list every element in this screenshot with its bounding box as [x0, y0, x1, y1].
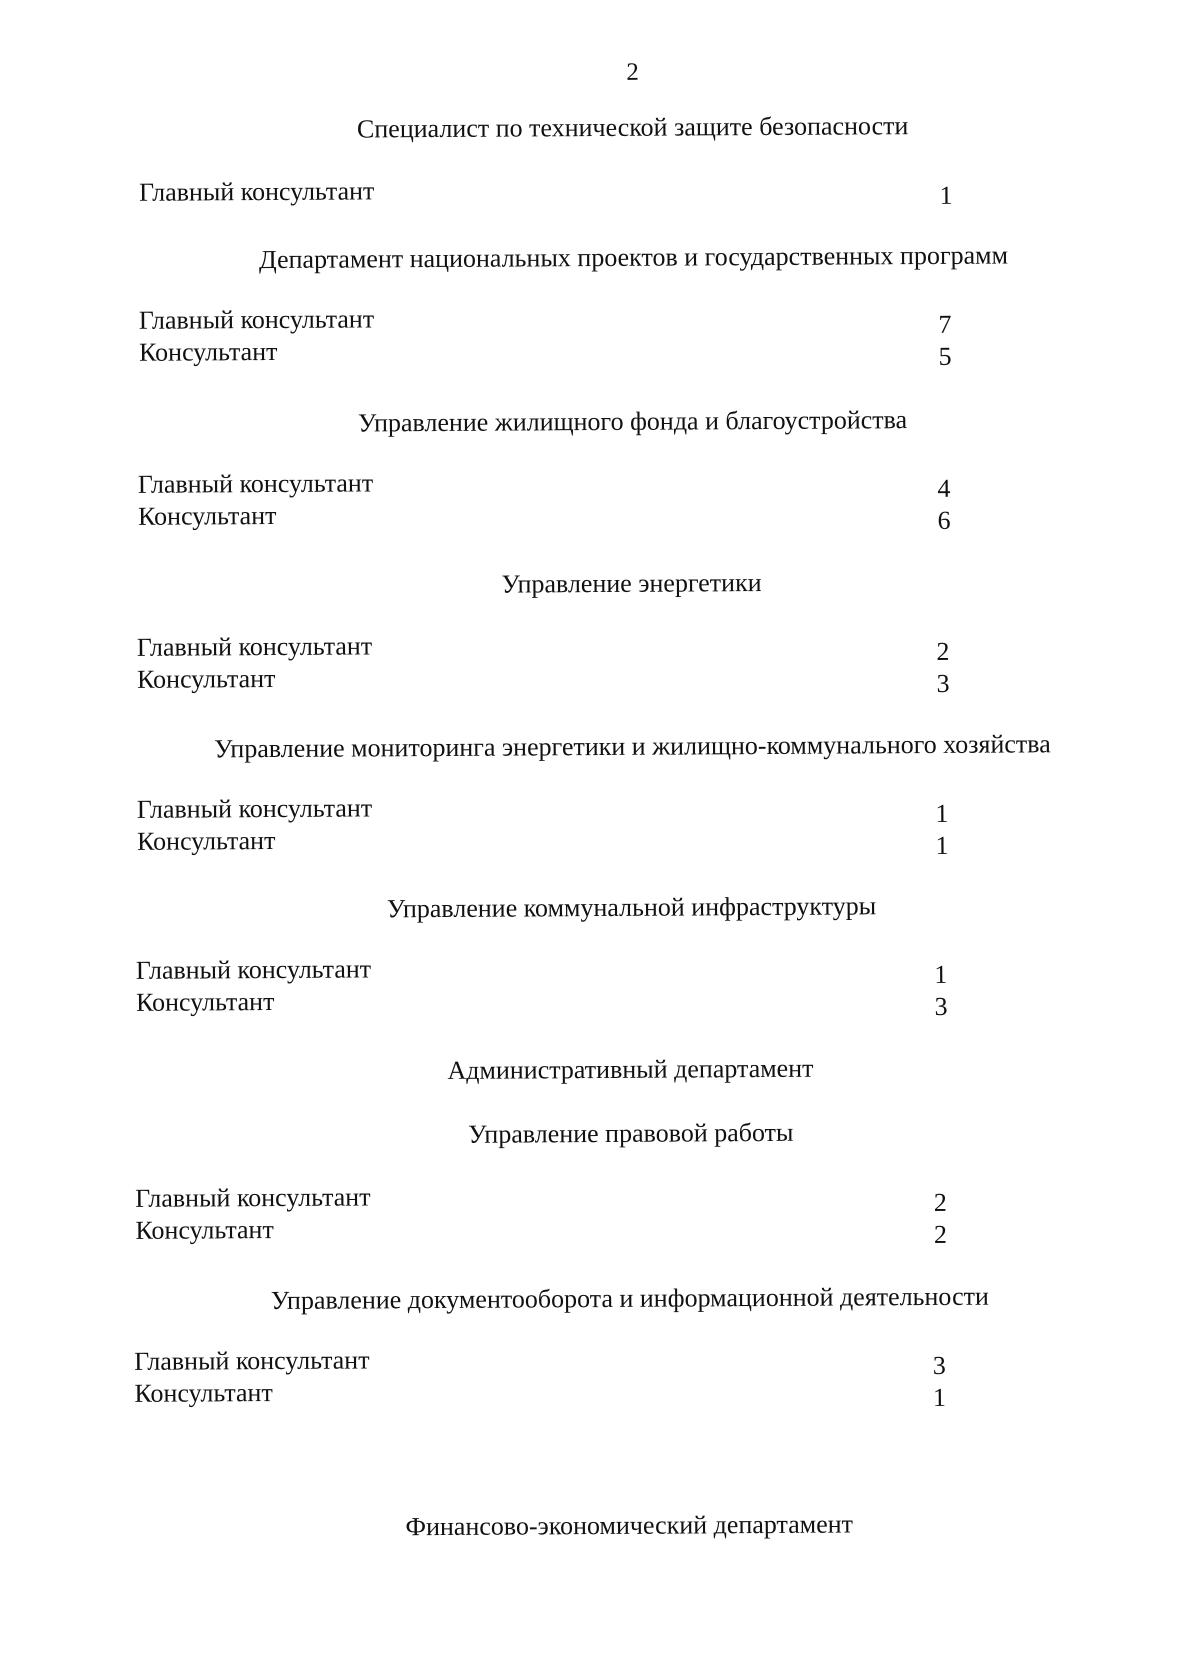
position-count: 1	[939, 180, 953, 210]
position-count: 5	[938, 341, 952, 371]
section-heading: Управление правовой работы	[468, 1117, 794, 1149]
section-heading: Управление документооборота и информационной деятельности	[270, 1281, 989, 1316]
position-label: Консультант	[134, 1378, 273, 1408]
section-heading: Управление коммунальной инфраструктуры	[386, 891, 877, 924]
position-label: Главный консультант	[137, 468, 374, 499]
position-count: 1	[934, 959, 948, 989]
position-label: Консультант	[137, 500, 277, 531]
section-heading: Департамент национальных проектов и государственных программ	[258, 240, 1009, 275]
page-number: 2	[626, 58, 639, 86]
position-label: Главный консультант	[136, 793, 373, 824]
position-count: 1	[935, 798, 949, 828]
position-label: Консультант	[135, 986, 275, 1017]
section-heading: Управление жилищного фонда и благоустройства	[357, 405, 908, 438]
section-heading: Административный департамент	[447, 1053, 814, 1085]
position-label: Консультант	[135, 1215, 274, 1245]
section-heading: Финансово-экономический департамент	[405, 1509, 854, 1542]
section-heading: Управление мониторинга энергетики и жилищно-коммунального хозяйства	[214, 729, 1051, 764]
section-heading: Специалист по технической защите безопасности	[356, 111, 909, 144]
position-count: 3	[932, 1350, 946, 1380]
position-label: Главный консультант	[134, 1345, 370, 1376]
position-count: 4	[937, 473, 951, 503]
position-count: 1	[932, 1382, 947, 1412]
position-count: 3	[934, 991, 948, 1021]
position-count: 2	[933, 1187, 947, 1217]
position-label: Главный консультант	[135, 1182, 371, 1213]
position-label: Консультант	[138, 336, 278, 367]
position-label: Главный консультант	[136, 631, 373, 662]
position-count: 1	[935, 830, 949, 860]
position-label: Консультант	[136, 825, 276, 856]
position-label: Главный консультант	[135, 954, 372, 985]
position-label: Главный консультант	[138, 304, 375, 335]
position-label: Главный консультант	[139, 176, 375, 207]
position-count: 2	[933, 1219, 948, 1249]
position-count: 6	[937, 505, 951, 535]
position-count: 7	[938, 309, 952, 339]
position-count: 3	[936, 668, 950, 698]
position-count: 2	[936, 636, 950, 666]
position-label: Консультант	[136, 663, 276, 694]
section-heading: Управление энергетики	[501, 568, 762, 599]
